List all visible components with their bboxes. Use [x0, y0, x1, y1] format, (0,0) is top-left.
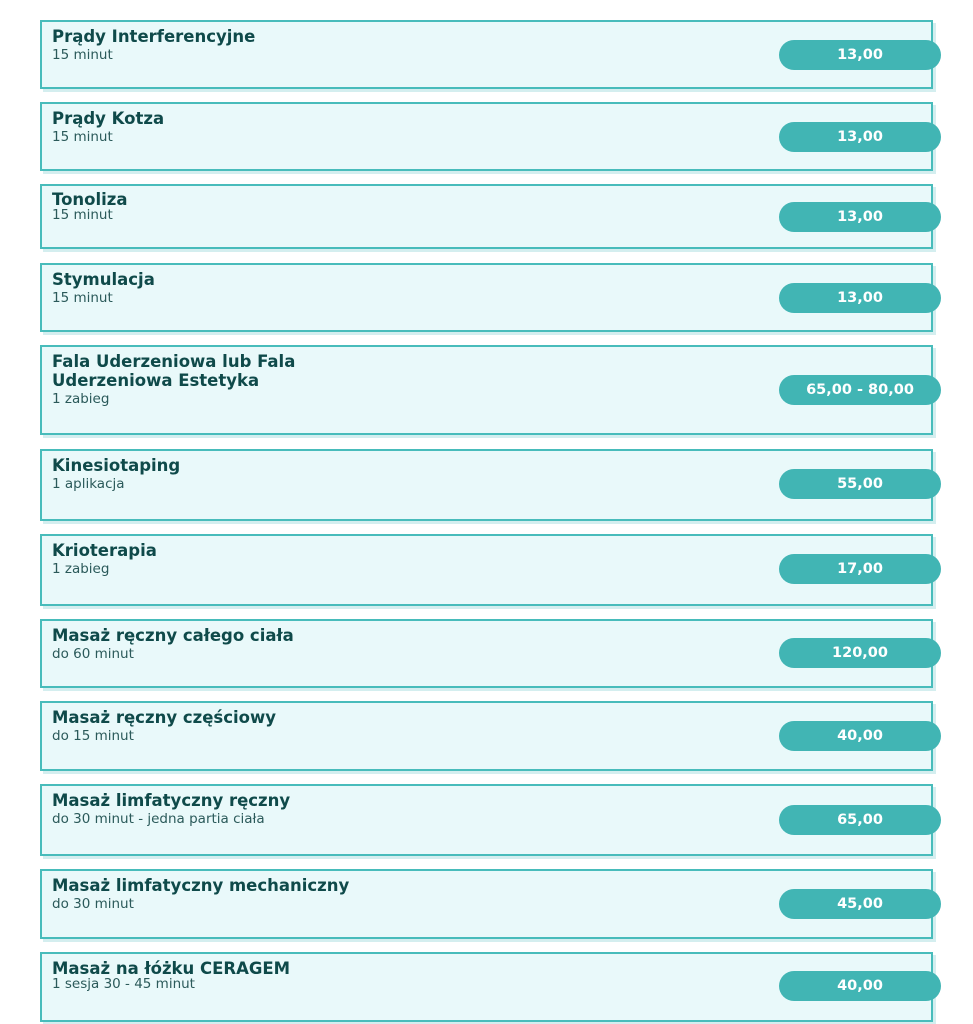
service-title [52, 456, 352, 492]
service-card [40, 345, 933, 435]
service-card [40, 20, 933, 89]
service-detail: 15 minut [52, 47, 113, 63]
service-name: Tonoliza [52, 190, 128, 209]
service-title [52, 352, 352, 407]
price-button[interactable]: 13,00 [779, 202, 941, 232]
service-title [52, 708, 352, 744]
service-title [52, 190, 352, 223]
service-detail: 1 sesja 30 - 45 minut [52, 976, 195, 992]
service-detail: do 15 minut [52, 728, 134, 744]
service-card [40, 784, 933, 856]
service-name: Krioterapia [52, 541, 157, 560]
service-card [40, 184, 933, 249]
service-name: Masaż limfatyczny ręczny [52, 791, 291, 810]
service-name: Prądy Kotza [52, 109, 165, 128]
service-name: Stymulacja [52, 270, 155, 289]
service-card [40, 102, 933, 171]
service-card [40, 701, 933, 771]
service-card [40, 534, 933, 606]
service-title [52, 791, 452, 827]
service-name: Masaż ręczny częściowy [52, 708, 276, 727]
price-button[interactable]: 55,00 [779, 469, 941, 499]
service-title [52, 109, 352, 145]
service-detail: 15 minut [52, 129, 113, 145]
service-name: Masaż limfatyczny mechaniczny [52, 876, 350, 895]
service-name: Masaż na łóżku CERAGEM [52, 959, 291, 978]
service-detail: do 60 minut [52, 646, 134, 662]
service-name: Prądy Interferencyjne [52, 27, 256, 46]
service-card [40, 869, 933, 939]
price-button[interactable]: 65,00 - 80,00 [779, 375, 941, 405]
service-detail: 1 zabieg [52, 561, 110, 577]
service-detail: 1 aplikacja [52, 476, 125, 492]
service-detail: do 30 minut - jedna partia ciała [52, 811, 265, 827]
price-button[interactable]: 40,00 [779, 971, 941, 1001]
service-detail: do 30 minut [52, 896, 134, 912]
service-title [52, 270, 352, 306]
service-title [52, 959, 452, 992]
service-card [40, 263, 933, 332]
service-title [52, 27, 352, 63]
service-card [40, 952, 933, 1022]
service-name: Masaż ręczny całego ciała [52, 626, 294, 645]
price-button[interactable]: 13,00 [779, 40, 941, 70]
service-title [52, 626, 352, 662]
price-button[interactable]: 45,00 [779, 889, 941, 919]
service-card [40, 619, 933, 688]
price-button[interactable]: 40,00 [779, 721, 941, 751]
service-card [40, 449, 933, 521]
service-title [52, 876, 452, 912]
price-button[interactable]: 120,00 [779, 638, 941, 668]
service-detail: 15 minut [52, 290, 113, 306]
service-detail: 15 minut [52, 207, 113, 223]
service-name: Kinesiotaping [52, 456, 181, 475]
price-button[interactable]: 13,00 [779, 122, 941, 152]
service-name: Fala Uderzeniowa lub Fala Uderzeniowa Estetyka [52, 352, 296, 390]
service-detail: 1 zabieg [52, 391, 110, 407]
service-title [52, 541, 352, 577]
price-button[interactable]: 13,00 [779, 283, 941, 313]
price-button[interactable]: 65,00 [779, 805, 941, 835]
price-button[interactable]: 17,00 [779, 554, 941, 584]
